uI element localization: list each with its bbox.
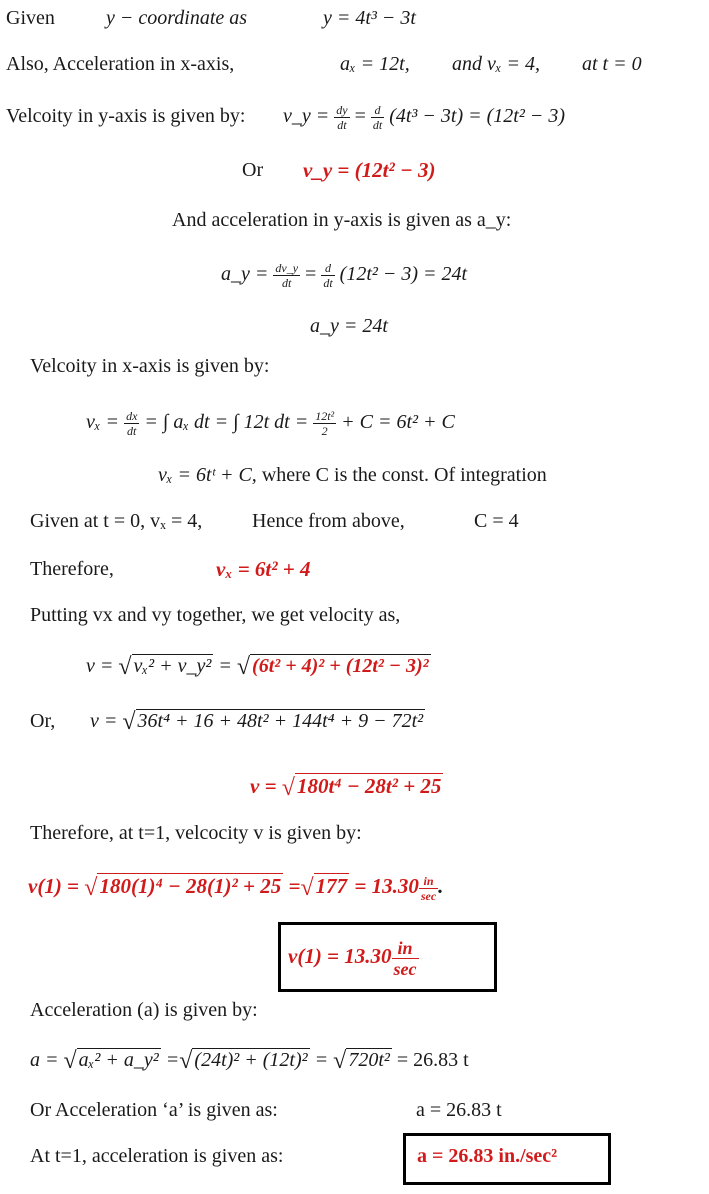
sqrt-expanded: √ 36t⁴ + 16 + 48t² + 144t⁴ + 9 − 72t²: [122, 709, 424, 735]
given-t0-text: Given at t = 0, vₓ = 4,: [30, 510, 203, 532]
sqrt-vx2-vy2: √ vₓ² + v_y²: [118, 654, 212, 680]
in-per-sec-fraction: $\frac{in}{\sec}$: [420, 873, 437, 903]
velocity-x-text: Velcoity in x-axis is given by:: [30, 355, 270, 377]
or-acceleration-text: Or Acceleration ‘a’ is given as:: [30, 1099, 278, 1121]
y-coordinate-label: y − coordinate as: [106, 7, 248, 29]
v1-computation: v(1) = √180(1)⁴ − 28(1)² + 25 =√177 = 13.30 $\frac{in}{\sec}$ .: [28, 866, 443, 908]
12t2-over-2-fraction: $\frac{\text{12t²}}{2}$: [315, 408, 335, 438]
ay-derivation: a_y = $\frac{dv\_y}{dt}$ = $\frac{d}{dt}$ (12t² − 3) = 24t: [221, 260, 468, 290]
accel-x-text: Also, Acceleration in x-axis,: [6, 53, 235, 75]
acceleration-text: Acceleration (a) is given by:: [30, 999, 258, 1021]
velocity-simplified: [250, 774, 443, 800]
sqrt-ax2-ay2: √ aₓ² + a_y²: [63, 1048, 159, 1074]
integral-expression: = ∫ aₓ dt = ∫ 12t dt =: [144, 411, 309, 433]
vx-lhs: vₓ =: [86, 411, 120, 433]
velocity-y-text: Velcoity in y-axis is given by:: [6, 105, 246, 127]
sqrt-24t-12t: √ (24t)² + (12t)²: [179, 1048, 308, 1074]
vx-integration: [86, 400, 455, 444]
vy-rhs: (4t³ − 3t) = (12t² − 3): [389, 105, 565, 127]
hence-text: Hence from above,: [252, 510, 405, 532]
velocity-expanded: [90, 709, 425, 734]
vy-result: v_y = (12t² − 3): [303, 158, 436, 182]
v1-boxed-lhs: v(1) = 13.30: [288, 944, 392, 968]
ay-result: a_y = 24t: [310, 315, 388, 337]
t-zero: at t = 0: [582, 53, 642, 75]
in-per-sec-fraction-boxed: $\frac{in}{\sec}$: [393, 937, 417, 979]
line-given-y: [6, 6, 55, 30]
vx-general-eq: vₓ = 6tᵗ + C,: [158, 464, 257, 486]
v1-lhs: v(1) =: [28, 874, 80, 898]
given-label: Given: [6, 7, 55, 29]
sqrt-red-expression: √ (6t² + 4)² + (12t² − 3)²: [236, 654, 429, 680]
const-integration-text: where C is the const. Of integration: [261, 464, 547, 486]
putting-together-text: Putting vx and vy together, we get velocity as,: [30, 604, 401, 626]
vx-general: [158, 463, 547, 487]
d-dt-fraction: $\frac{d}{dt}$: [372, 102, 383, 132]
v-lhs-2: v =: [90, 710, 118, 732]
dx-dt-fraction: $\frac{dx}{dt}$: [126, 408, 138, 438]
dvy-dt-fraction: $\frac{dv\_y}{dt}$: [275, 260, 299, 290]
a-value: = 26.83 t: [396, 1049, 469, 1071]
dy-dt-fraction: $\frac{dy}{dt}$: [336, 102, 348, 132]
sqrt-177: √177: [300, 874, 348, 901]
v-lhs-3: v =: [250, 774, 277, 798]
a-lhs: a =: [30, 1049, 59, 1071]
y-equation: y = 4t³ − 3t: [323, 7, 416, 29]
v1-value: = 13.30: [354, 874, 419, 898]
or-label-1: Or: [242, 159, 264, 181]
velocity-combined: v = √ vₓ² + v_y² = √ (6t² + 4)² + (12t² − 3)²: [86, 654, 429, 680]
or-label-2: Or,: [30, 710, 56, 732]
vx-result: vₓ = 6t² + 4: [216, 557, 311, 581]
accel-y-text: And acceleration in y-axis is given as a_y:: [172, 209, 512, 231]
vx-initial: and vₓ = 4,: [452, 53, 541, 75]
a-result: a = 26.83 t: [416, 1099, 502, 1121]
therefore-t1-text: Therefore, at t=1, velcocity v is given by:: [30, 822, 362, 844]
c-value: C = 4: [474, 510, 519, 532]
v-lhs-1: v =: [86, 655, 114, 677]
therefore-label-1: Therefore,: [30, 558, 114, 580]
ax-equation: aₓ = 12t,: [340, 53, 410, 75]
at-t1-accel-text: At t=1, acceleration is given as:: [30, 1145, 284, 1167]
ay-rhs: (12t² − 3) = 24t: [339, 263, 468, 285]
ay-lhs: a_y =: [221, 263, 269, 285]
vy-derivation: v_y = $\frac{dy}{dt}$ = $\frac{d}{dt}$ (4t³ − 3t) = (12t² − 3): [283, 102, 565, 132]
d-dt-fraction-2: $\frac{d}{dt}$: [323, 260, 333, 290]
sqrt-simplified: √180t⁴ − 28t² + 25: [281, 774, 442, 801]
acceleration-computation: a = √ aₓ² + a_y² =√ (24t)² + (12t)² = √ 720t² = 26.83 t: [30, 1048, 469, 1074]
vx-integration-rhs: + C = 6t² + C: [341, 411, 455, 433]
v1-boxed-answer: [288, 928, 419, 984]
a-boxed-answer: a = 26.83 in./sec²: [417, 1145, 558, 1167]
sqrt-v1: √180(1)⁴ − 28(1)² + 25: [84, 874, 282, 901]
sqrt-720t2: √ 720t²: [333, 1048, 390, 1074]
vy-lhs: v_y =: [283, 105, 330, 127]
